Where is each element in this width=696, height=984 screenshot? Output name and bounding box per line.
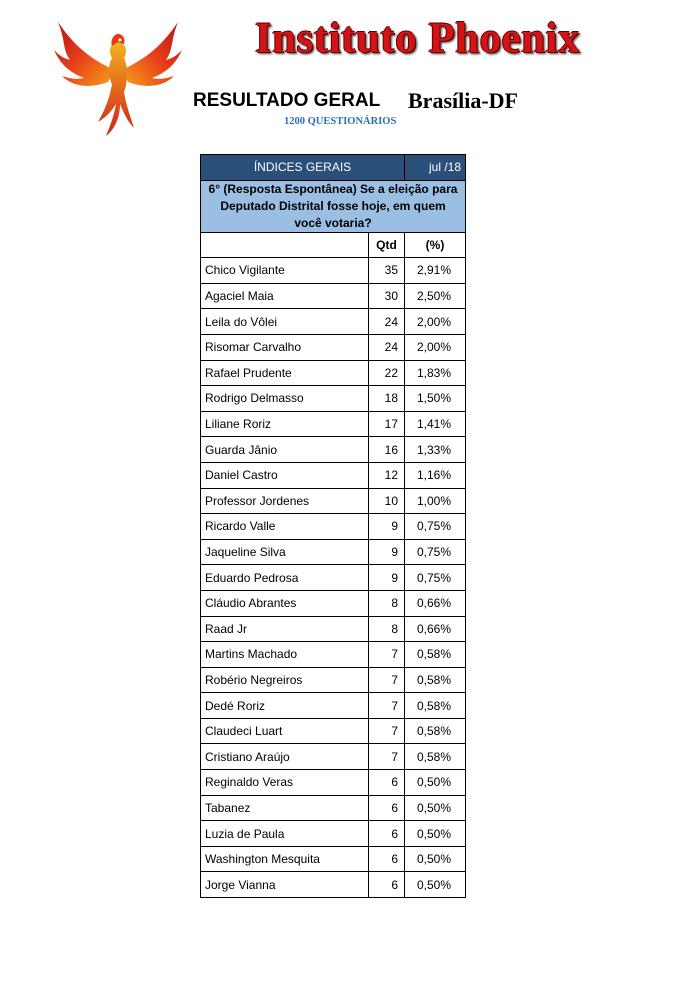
vote-count: 9	[369, 539, 405, 565]
table-row	[201, 718, 466, 744]
vote-count: 24	[369, 334, 405, 360]
candidate-name: Agaciel Maia	[201, 283, 369, 309]
report-title: RESULTADO GERAL	[193, 90, 381, 111]
vote-percent: 1,16%	[405, 462, 466, 488]
candidate-name: Reginaldo Veras	[201, 770, 369, 796]
candidate-name: Professor Jordenes	[201, 488, 369, 514]
vote-percent: 0,50%	[405, 770, 466, 796]
vote-count: 22	[369, 360, 405, 386]
vote-count: 17	[369, 411, 405, 437]
vote-count: 8	[369, 616, 405, 642]
candidate-name: Tabanez	[201, 795, 369, 821]
vote-count: 8	[369, 590, 405, 616]
candidate-name: Cláudio Abrantes	[201, 590, 369, 616]
candidate-name: Luzia de Paula	[201, 821, 369, 847]
vote-percent: 0,50%	[405, 846, 466, 872]
candidate-name: Eduardo Pedrosa	[201, 565, 369, 591]
table-row	[201, 846, 466, 872]
candidate-name: Jaqueline Silva	[201, 539, 369, 565]
vote-count: 30	[369, 283, 405, 309]
vote-count: 6	[369, 872, 405, 898]
candidate-name: Rafael Prudente	[201, 360, 369, 386]
vote-count: 16	[369, 437, 405, 463]
phoenix-logo-icon	[48, 12, 188, 140]
vote-count: 12	[369, 462, 405, 488]
column-header-pct: (%)	[405, 232, 466, 258]
candidate-name: Chico Vigilante	[201, 258, 369, 284]
vote-percent: 2,50%	[405, 283, 466, 309]
vote-percent: 0,50%	[405, 795, 466, 821]
table-row	[201, 667, 466, 693]
vote-percent: 0,50%	[405, 821, 466, 847]
table-row	[201, 462, 466, 488]
brand-title: Instituto Phoenix	[255, 15, 581, 62]
results-table	[200, 154, 466, 898]
column-header-name	[201, 232, 369, 258]
vote-percent: 0,75%	[405, 539, 466, 565]
table-row	[201, 693, 466, 719]
vote-count: 6	[369, 846, 405, 872]
vote-count: 7	[369, 718, 405, 744]
candidate-name: Liliane Roriz	[201, 411, 369, 437]
table-row	[201, 283, 466, 309]
vote-count: 7	[369, 667, 405, 693]
table-row	[201, 437, 466, 463]
vote-percent: 2,00%	[405, 309, 466, 335]
vote-count: 6	[369, 770, 405, 796]
vote-percent: 0,50%	[405, 872, 466, 898]
vote-count: 10	[369, 488, 405, 514]
table-row	[201, 616, 466, 642]
vote-percent: 0,58%	[405, 744, 466, 770]
vote-percent: 1,41%	[405, 411, 466, 437]
vote-percent: 2,00%	[405, 334, 466, 360]
candidate-name: Martins Machado	[201, 642, 369, 668]
table-row	[201, 539, 466, 565]
vote-percent: 1,00%	[405, 488, 466, 514]
vote-percent: 1,33%	[405, 437, 466, 463]
question-text: 6° (Resposta Espontânea) Se a eleição para Deputado Distrital fosse hoje, em quem você votaria?	[201, 180, 466, 232]
table-row	[201, 360, 466, 386]
candidate-name: Dedé Roriz	[201, 693, 369, 719]
column-header-qtd: Qtd	[369, 232, 405, 258]
vote-percent: 0,75%	[405, 514, 466, 540]
candidate-name: Rodrigo Delmasso	[201, 386, 369, 412]
vote-percent: 0,58%	[405, 667, 466, 693]
candidate-name: Robério Negreiros	[201, 667, 369, 693]
vote-percent: 0,58%	[405, 642, 466, 668]
table-row	[201, 872, 466, 898]
question-row	[201, 180, 466, 232]
table-header-label: ÍNDICES GERAIS	[201, 155, 405, 181]
vote-count: 6	[369, 821, 405, 847]
table-row	[201, 334, 466, 360]
candidate-name: Leila do Vôlei	[201, 309, 369, 335]
vote-percent: 0,58%	[405, 718, 466, 744]
table-row	[201, 309, 466, 335]
candidate-name: Raad Jr	[201, 616, 369, 642]
vote-percent: 2,91%	[405, 258, 466, 284]
vote-count: 7	[369, 693, 405, 719]
report-subtitle: 1200 QUESTIONÁRIOS	[284, 116, 397, 127]
table-row	[201, 744, 466, 770]
column-header-row	[201, 232, 466, 258]
vote-count: 7	[369, 744, 405, 770]
table-row	[201, 795, 466, 821]
candidate-name: Claudeci Luart	[201, 718, 369, 744]
table-row	[201, 590, 466, 616]
table-row	[201, 411, 466, 437]
vote-percent: 0,66%	[405, 590, 466, 616]
report-location: Brasília-DF	[408, 88, 518, 113]
table-row	[201, 770, 466, 796]
table-header-row	[201, 155, 466, 181]
vote-count: 9	[369, 514, 405, 540]
candidate-name: Daniel Castro	[201, 462, 369, 488]
vote-percent: 1,83%	[405, 360, 466, 386]
table-row	[201, 514, 466, 540]
vote-percent: 0,66%	[405, 616, 466, 642]
table-row	[201, 386, 466, 412]
table-row	[201, 821, 466, 847]
candidate-name: Jorge Vianna	[201, 872, 369, 898]
table-row	[201, 642, 466, 668]
table-row	[201, 258, 466, 284]
candidate-name: Ricardo Valle	[201, 514, 369, 540]
vote-percent: 1,50%	[405, 386, 466, 412]
vote-count: 6	[369, 795, 405, 821]
vote-count: 35	[369, 258, 405, 284]
vote-percent: 0,75%	[405, 565, 466, 591]
vote-count: 18	[369, 386, 405, 412]
vote-count: 24	[369, 309, 405, 335]
candidate-name: Cristiano Araújo	[201, 744, 369, 770]
candidate-name: Risomar Carvalho	[201, 334, 369, 360]
table-row	[201, 565, 466, 591]
vote-count: 9	[369, 565, 405, 591]
table-header-period: jul /18	[405, 155, 466, 181]
candidate-name: Guarda Jânio	[201, 437, 369, 463]
candidate-name: Washington Mesquita	[201, 846, 369, 872]
table-row	[201, 488, 466, 514]
vote-percent: 0,58%	[405, 693, 466, 719]
vote-count: 7	[369, 642, 405, 668]
